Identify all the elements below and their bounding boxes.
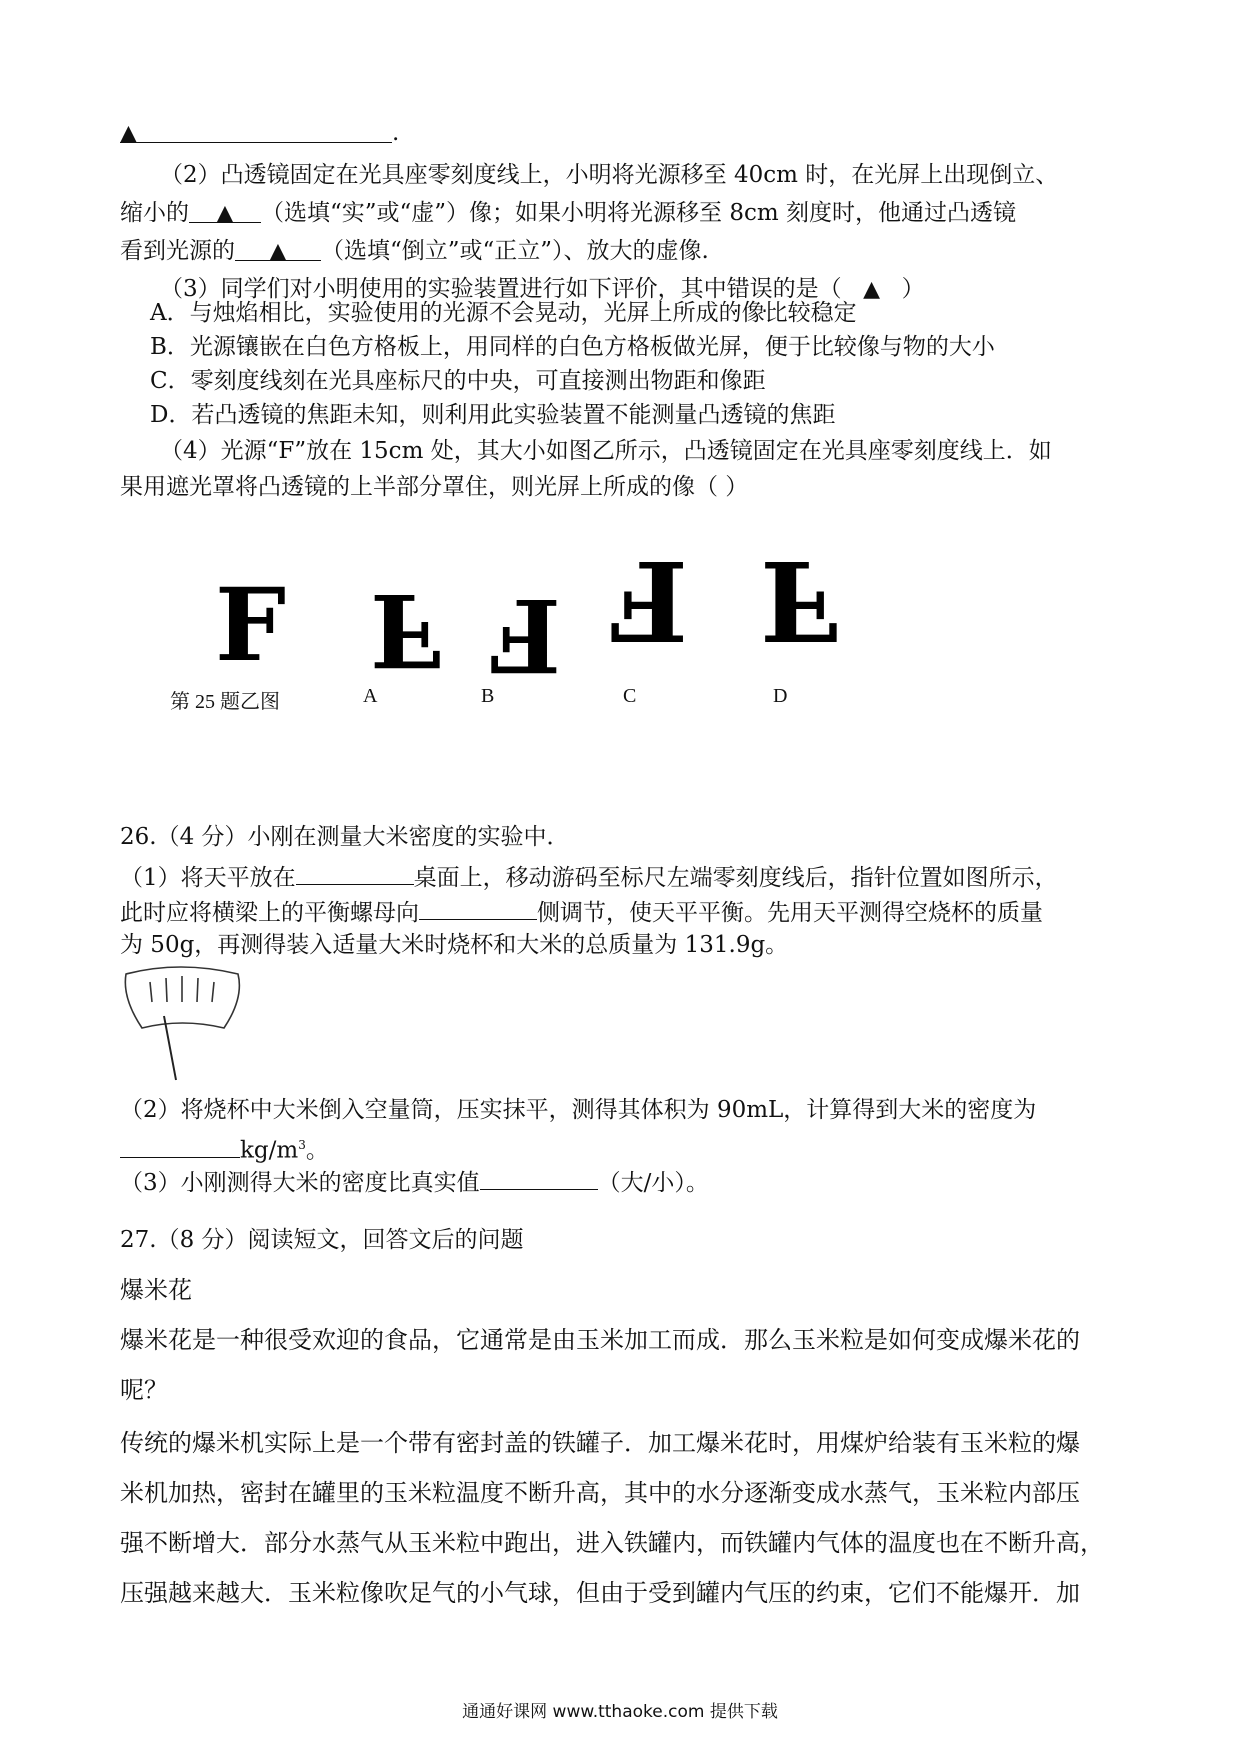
answer-blank [419,895,537,920]
answer-blank-line [120,118,399,148]
answer-blank [120,1133,240,1158]
q26-part1-line2 [120,895,1043,928]
q26-part2-line1: （2）将烧杯中大米倒入空量筒，压实抹平，测得其体积为 90mL，计算得到大米的密度为 [120,1097,1037,1123]
text: （选填“倒立”或“正立”）、放大的虚像. [321,238,709,264]
glyph-option-b [490,576,570,694]
text: （1）将天平放在 [120,865,296,891]
passage-line: 传统的爆米机实际上是一个带有密封盖的铁罐子．加工爆米花时，用煤炉给装有玉米粒的爆 [120,1429,1080,1457]
answer-blank [296,860,414,885]
answer-blank [189,198,261,226]
balance-pointer-diagram [120,958,250,1083]
option-c: C．零刻度线刻在光具座标尺的中央，可直接测出物距和像距 [150,368,766,394]
option-b: B．光源镶嵌在白色方格板上，用同样的白色方格板做光屏，便于比较像与物的大小 [150,334,995,360]
q25-part2-line3 [120,236,709,266]
text: （大/小）。 [597,1170,709,1196]
glyph-b-shape: F [490,576,561,694]
text: 侧调节，使天平平衡。先用天平测得空烧杯的质量 [537,900,1043,926]
dial-tick [212,982,214,1002]
answer-blank [120,118,392,146]
text: （3）小刚测得大米的密度比真实值 [120,1170,480,1196]
answer-blank [235,236,321,264]
q25-part2-line1: （2）凸透镜固定在光具座零刻度线上，小明将光源移至 40cm 时，在光屏上出现倒立、 [160,162,1059,188]
unit-superscript: 3 [298,1138,306,1152]
figure-label-b: B [481,685,495,707]
glyph-a-shape: F [370,571,441,689]
q26-part2-line2 [120,1130,329,1166]
glyph-option-c: F [610,536,689,665]
period: . [392,120,400,146]
text: 的是（ [772,276,842,302]
option-a: A．与烛焰相比，实验使用的光源不会晃动，光屏上所成的像比较稳定 [150,300,857,326]
glyph-option-d: F [760,536,839,665]
triangle-marker-icon: ▲ [216,201,234,226]
q26-part1-line1 [120,860,1058,893]
figure-label-d: D [773,685,788,707]
triangle-marker-icon: ▲ [120,121,137,146]
q26-title: 26.（4 分）小刚在测量大米密度的实验中． [120,824,570,850]
glyph-f-original: F [215,566,286,684]
figure-label-c: C [623,685,637,707]
passage-line: 爆米花是一种很受欢迎的食品，它通常是由玉米加工而成．那么玉米粒是如何变成爆米花的 [120,1326,1080,1354]
text: （3）同学们对小明使用的实验装置进行如下评价，其中 [160,276,727,302]
text: 缩小的 [120,200,189,226]
triangle-marker-icon: ▲ [863,277,881,302]
passage-heading: 爆米花 [120,1276,192,1304]
q27-title: 27.（8 分）阅读短文，回答文后的问题 [120,1227,524,1253]
pointer-needle [164,1016,176,1080]
triangle-marker-icon: ▲ [269,239,287,264]
figure-label-a: A [363,685,378,707]
passage-line: 强不断增大．部分水蒸气从玉米粒中跑出，进入铁罐内，而铁罐内气体的温度也在不断升高， [120,1529,1104,1557]
dial-tick [150,982,152,1002]
page-footer: 通通好课网 www.tthaoke.com 提供下载 [462,1702,778,1722]
text: 桌面上，移动游码至标尺左端零刻度线后，指针位置如图所示， [413,865,1058,891]
text: 。 [305,1137,329,1164]
text: （选填“实”或“虚”）像；如果小明将光源移至 8cm 刻度时，他通过凸透镜 [261,200,1016,226]
passage-line: 压强越来越大．玉米粒像吹足气的小气球，但由于受到罐内气压的约束，它们不能爆开．加 [120,1579,1080,1607]
answer-blank [480,1165,598,1190]
q26-part1-line3: 为 50g，再测得装入适量大米时烧杯和大米的总质量为 131.9g。 [120,932,789,958]
dial-tick [166,978,167,1002]
unit-text: kg/m [240,1137,299,1164]
passage-line: 呢？ [120,1376,168,1404]
figure-yi [120,536,1120,735]
option-d: D．若凸透镜的焦距未知，则利用此实验装置不能测量凸透镜的焦距 [150,402,836,428]
q25-part4-line2: 果用遮光罩将凸透镜的上半部分罩住，则光屏上所成的像（ ） [120,474,749,500]
q25-part4-line1: （4）光源“F”放在 15cm 处，其大小如图乙所示，凸透镜固定在光具座零刻度线上．如 [160,438,1052,464]
q26-part3-line [120,1165,709,1198]
passage-line: 米机加热，密封在罐里的玉米粒温度不断升高，其中的水分逐渐变成水蒸气，玉米粒内部压 [120,1479,1080,1507]
figure-caption: 第 25 题乙图 [170,691,280,713]
text: ） [901,276,925,302]
glyph-option-a [370,571,441,689]
dial-tick [197,978,198,1002]
text: 看到光源的 [120,238,235,264]
text: 此时应将横梁上的平衡螺母向 [120,900,419,926]
q25-part2-line2 [120,198,1016,228]
emphasis-word: 错误 · · [727,276,773,302]
